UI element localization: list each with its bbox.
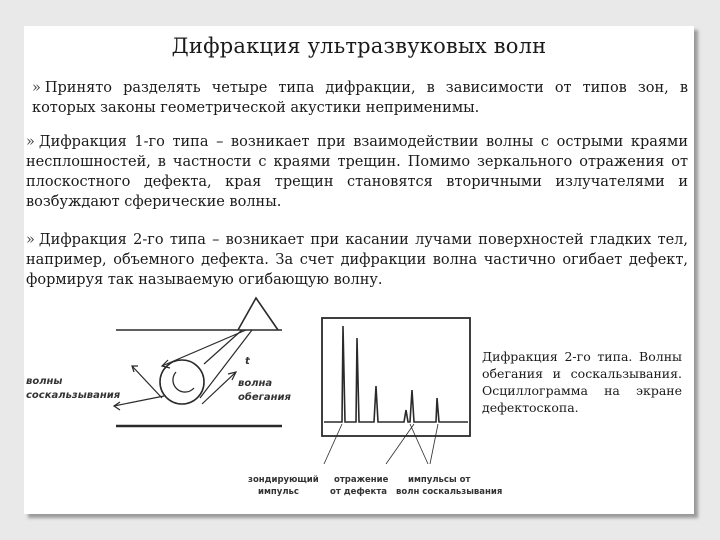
label-sliding-pulses-2: волн соскальзывания bbox=[396, 487, 503, 497]
slide bbox=[24, 26, 694, 514]
paragraph-text: Дифракция 2-го типа – возникает при касании лучами поверхностей гладких тел, например, объемного дефекта. За счет дифракции волна частично огибает дефект, формируя так называемую огибающую волну. bbox=[26, 232, 688, 288]
diffraction-diagram bbox=[24, 26, 694, 514]
paragraph-text: Дифракция 1-го типа – возникает при взаимодействии волны с острыми краями несплошностей, в частности с краями трещин. Помимо зеркального отражения от плоскостного дефекта, края трещин становятся вторичными излучателями и возбуждают сферические волны. bbox=[26, 134, 688, 210]
figure-caption: Дифракция 2-го типа. Волны обегания и соскальзывания. Осциллограмма на экране дефектоскопа. bbox=[482, 349, 682, 415]
label-t: t bbox=[245, 356, 250, 367]
probe-prism bbox=[238, 298, 278, 330]
bullet-mark: » bbox=[26, 232, 35, 248]
ray-line bbox=[204, 330, 242, 364]
paragraph-text: Принято разделять четыре типа дифракции, в зависимости от типов зон, в которых законы геометрической акустики неприменимы. bbox=[32, 80, 688, 116]
label-reflection-2: от дефекта bbox=[330, 487, 387, 497]
ray-line bbox=[162, 330, 246, 366]
bullet-mark: » bbox=[32, 80, 41, 96]
slide-title: Дифракция ультразвуковых волн bbox=[171, 34, 547, 58]
creeping-wave-arc bbox=[173, 372, 194, 392]
ray-line bbox=[132, 366, 162, 398]
bullet-mark: » bbox=[26, 134, 35, 150]
label-sliding-pulses-1: импульсы от bbox=[408, 475, 471, 485]
label-probe-2: импульс bbox=[258, 487, 299, 497]
oscillogram-trace bbox=[324, 326, 468, 422]
label-sliding-2: соскальзывания bbox=[26, 390, 121, 401]
label-creeping-2: обегания bbox=[238, 392, 291, 403]
ray-line bbox=[114, 396, 164, 406]
label-probe-1: зондирующий bbox=[248, 475, 319, 485]
label-reflection-1: отражение bbox=[334, 475, 389, 485]
label-creeping-1: волна bbox=[238, 378, 273, 389]
label-sliding-1: волны bbox=[26, 376, 63, 387]
